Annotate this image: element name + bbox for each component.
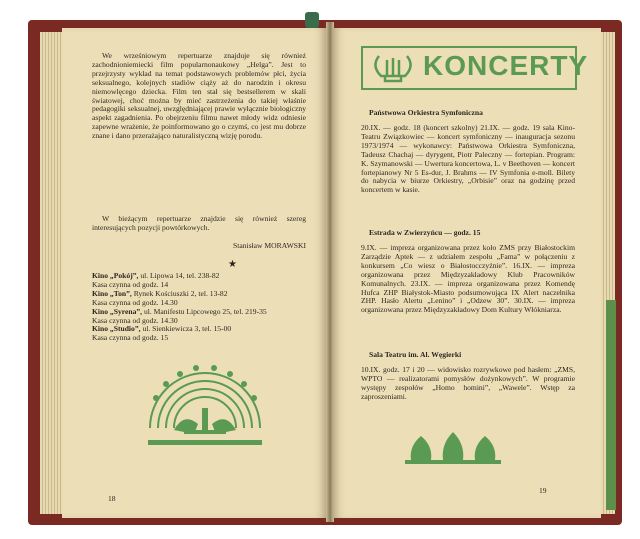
cinema-address: Rynek Kościuszki 2, tel. 13-82: [131, 288, 228, 298]
body-paragraph-1: We wrześniowym repertuarze znajduje się również zachodnioniemiecki film popularnonaukowy „Helga”. Jest to przejrzysty wykład na temat podstawowych problemów płci, życia seksualnego, kolejnych stadiów ciąży aż do narodzin i okresu niemowlęcego dziecka. Film ten stał się bestsellerem w skali światowej, choć można by mieć zastrzeżenia do takiej właśnie pedagogiki seksualnej, uwzględniającej prawie wyłącznie biologiczny aspekt zagadnienia. Po obejrzeniu filmu nawet młody widz odniesie zapewne wrażenie, że poinformowano go o czymś, co jest mu dobrze znane i dano przerażająco naturalistyczną wizję porodu.: [92, 51, 306, 141]
cinema-hours: Kasa czynna od godz. 14: [92, 279, 169, 289]
cinema-address: ul. Sienkiewicza 3, tel. 15-00: [140, 324, 232, 334]
cinema-hours: Kasa czynna od godz. 14.30: [92, 315, 178, 325]
star-separator: ★: [228, 259, 237, 270]
right-page: [333, 28, 601, 518]
tulip-ornament-icon: [403, 426, 503, 466]
section-text: 10.IX. godz. 17 i 20 — widowisko rozrywkowe pod hasłem: „ZMS, WPTO — realizatorami pomysłów dożynkowych”. W programie występy zespołów „Homo homini”, „Wawele”. Wstęp za zaproszeniami.: [361, 365, 575, 401]
cover-green-strip: [606, 300, 616, 510]
peacock-ornament-icon: [144, 348, 266, 446]
cinema-address: ul. Manifestu Lipcowego 25, tel. 219-35: [142, 306, 267, 316]
cinema-name: Kino „Ton”,: [92, 288, 132, 298]
bookmark-ribbon: [305, 12, 319, 28]
page-number: 19: [539, 486, 547, 495]
section-text: 20.IX. — godz. 18 (koncert szkolny) 21.IX. — godz. 19 sala Kino-Teatru Związkowiec — koncert symfoniczny — inauguracja sezonu 1973/1974 — wykonawcy: Państwowa Orkiestra Symfoniczna, Tadeusz Chachaj — dyrygent, Piotr Paleczny — fortepian. Program: K. Szymanowski — Uwertura koncertowa, L. v Beethoven — koncert fortepianowy Nr 5 Es-dur, J. Brahms — IV Symfonia e-moll. Bilety do nabycia w biurze Orkiestry, „Orbisie” oraz na godzinę przed koncertem w kasie.: [361, 123, 575, 195]
body-paragraph-2: W bieżącym repertuarze znajdzie się również szereg interesujących pozycji powtórkowych.: [92, 214, 306, 232]
section-title: Estrada w Zwierzyńcu — godz. 15: [369, 228, 481, 237]
page-edges-left: [40, 32, 62, 514]
section-text: 9.IX. — impreza organizowana przez koło ZMS przy Białostockim Zarządzie Aptek — z udziałem zespołu „Fama” w połączeniu z konkursem „Co wiesz o Białostocczyźnie”. 16.IX. — impreza organizowana przez Międzyzakładowy Klub Pracowników Komunalnych. 23.IX. — impreza organizowana przez Komendę Hufca ZHP Białystok-Miasto podsumowująca IX Alert naczelnika ZHP. Hasło Alertu „Lenino” i „Odzew 30”. 30.IX. — impreza organizowana przez Międzyzakładowy Dom Kultury Włókniarza.: [361, 243, 575, 315]
section-header-title: KONCERTY: [423, 50, 589, 81]
cinema-listing: [92, 272, 306, 343]
cinema-name: Kino „Syrena”,: [92, 306, 143, 316]
lyre-icon: [369, 52, 417, 84]
left-page: [62, 28, 326, 518]
cinema-address: ul. Lipowa 14, tel. 238-82: [138, 271, 220, 280]
section-header: [361, 46, 589, 90]
page-number: 18: [108, 494, 116, 503]
author-signature: Stanisław MORAWSKI: [232, 241, 306, 250]
cinema-name: Kino „Studio”,: [92, 324, 141, 334]
section-title: Państwowa Orkiestra Symfoniczna: [369, 108, 483, 117]
cinema-name: Kino „Pokój”,: [92, 271, 139, 280]
section-title: Sala Teatru im. Al. Węgierki: [369, 350, 462, 359]
cinema-hours: Kasa czynna od godz. 15: [92, 333, 169, 343]
cinema-hours: Kasa czynna od godz. 14.30: [92, 297, 178, 307]
